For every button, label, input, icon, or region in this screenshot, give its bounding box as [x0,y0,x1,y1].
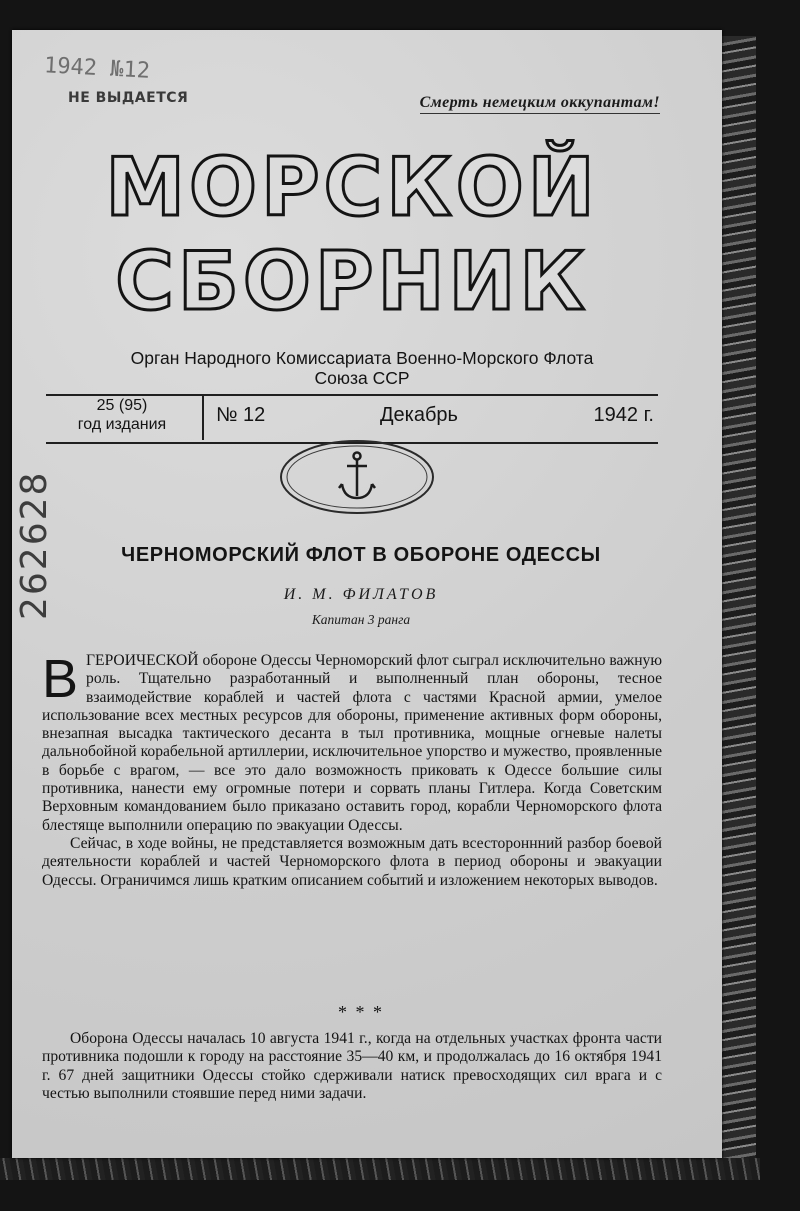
organ-subtitle [42,348,682,388]
author-rank: Капитан 3 ранга [311,612,411,627]
paragraph-2: Сейчас, в ходе войны, не представляется возможным дать всестороннний разбор боевой деятельности кораблей и частей Черноморского флота в период обороны и эвакуации Одессы. Ограничимся лишь кратким описанием событий и изложением некоторых выводов. [42,834,662,889]
paragraph-1: ГЕРОИЧЕСКОЙ обороне Одессы Черноморский флот сыграл исключительно важную роль. Тщательно разработанный и выполненный план обороны, тесное взаимодействие кораблей и частей флота с частями Красной армии, умелое использование всех местных ресурсов для обороны, применение активных форм обороны, внезапная высадка тактического десанта в тыл противника, мощные огневые налеты дальнобойной корабельной артиллерии, исключительное упорство и мужество, проявленные в борьбе с врагом, — все это дало возможность приковать к Одессе большие силы противника, нанести ему огромные потери и сорвать планы Гитлера. Когда Советским Верховным командованием было приказано оставить город, корабли Черноморского флота блестяще выполнили операцию по эвакуации Одессы. [42,652,662,834]
publication-year-box [46,396,198,434]
magazine-page [12,30,722,1158]
library-stamp: НЕ ВЫДАЕТСЯ [68,90,189,106]
section-separator: * * * [338,1002,384,1022]
paragraph-3: Оборона Одессы началась 10 августа 1941 г., когда на отдельных участках фронта части противника подошли к городу на расстояние 35—40 км, и продолжалась до 16 октября 1941 г. 67 дней защитники Одессы стойко сдерживали натиск превосходящих сил врага и с честью выполнили стоявшие перед ними задачи. [42,1030,662,1102]
library-seal [278,438,436,521]
article-body-bottom [42,1030,662,1103]
drop-cap: В [42,649,79,709]
issue-bar-divider [202,394,204,440]
handwritten-note: 1942 №12 [43,53,151,84]
slogan: Смерть немецким оккупантам! [420,94,660,114]
issue-month: Декабрь [380,404,458,426]
library-seal-graphic [278,438,436,516]
article-title: ЧЕРНОМОРСКИЙ ФЛОТ В ОБОРОНЕ ОДЕССЫ [121,544,601,566]
anchor-icon [339,453,375,499]
publication-year-label: год издания [77,416,167,433]
masthead-line-1: МОРСКОЙ [105,141,599,234]
page-edge-stack [722,36,756,1166]
article-body-top [42,649,662,890]
issue-year: 1942 г. [593,404,654,426]
page-bottom-edge [0,1158,760,1180]
organ-line-1: Орган Народного Комиссариата Военно-Морского Флота [130,348,594,368]
issue-number: № 12 [216,404,266,426]
publication-year: 25 (95) [96,397,148,414]
article-author: И. М. ФИЛАТОВ [283,586,439,603]
organ-line-2: Союза ССР [314,368,410,388]
inventory-number: 262628 [14,470,55,620]
masthead-line-2: СБОРНИК [115,235,589,328]
issue-bar [46,394,658,442]
